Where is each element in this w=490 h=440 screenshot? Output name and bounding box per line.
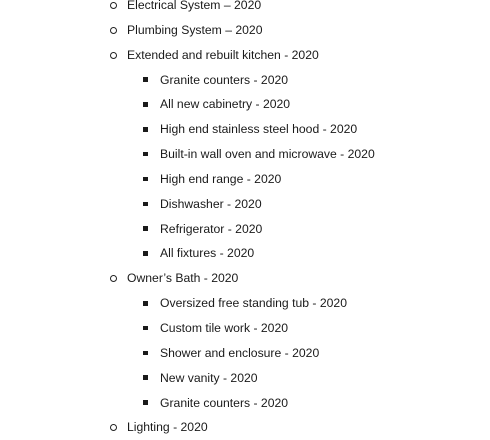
sub-list-item (0, 291, 490, 316)
square-bullet-icon (143, 202, 148, 207)
list-item-text: Shower and enclosure - 2020 (160, 345, 320, 360)
square-bullet-icon (143, 127, 148, 132)
list-item-text: Oversized free standing tub - 2020 (160, 296, 347, 311)
square-bullet-icon (143, 301, 148, 306)
list-item-text: All fixtures - 2020 (160, 246, 255, 261)
hollow-circle-bullet-icon (110, 27, 117, 34)
sub-list-item (0, 92, 490, 117)
list-item-text: Built-in wall oven and microwave - 2020 (160, 147, 375, 162)
list-item-text: Granite counters - 2020 (160, 72, 289, 87)
square-bullet-icon (143, 251, 148, 256)
list-item-text: High end stainless steel hood - 2020 (160, 122, 358, 137)
square-bullet-icon (143, 152, 148, 157)
sub-list-item (0, 167, 490, 192)
hollow-circle-bullet-icon (110, 275, 117, 282)
hollow-circle-bullet-icon (110, 424, 117, 431)
square-bullet-icon (143, 177, 148, 182)
sub-list-item (0, 341, 490, 366)
list-item (0, 266, 490, 291)
sub-list-item (0, 316, 490, 341)
sub-list-item (0, 241, 490, 266)
list-item-text: Custom tile work - 2020 (160, 320, 289, 335)
list-item-text: Extended and rebuilt kitchen - 2020 (127, 47, 319, 62)
list-item (0, 43, 490, 68)
list-item-text: High end range - 2020 (160, 171, 282, 186)
sub-list-item (0, 68, 490, 93)
square-bullet-icon (143, 326, 148, 331)
list-item-text: Refrigerator - 2020 (160, 221, 263, 236)
sub-list-item (0, 142, 490, 167)
square-bullet-icon (143, 375, 148, 380)
sub-list-item (0, 391, 490, 416)
list-item (0, 415, 490, 440)
sub-list-item (0, 192, 490, 217)
square-bullet-icon (143, 226, 148, 231)
square-bullet-icon (143, 102, 148, 107)
list-item (0, 0, 490, 18)
list-item-text: Plumbing System – 2020 (127, 22, 263, 37)
square-bullet-icon (143, 77, 148, 82)
list-item-text: All new cabinetry - 2020 (160, 97, 291, 112)
sub-list-item (0, 366, 490, 391)
list-item (0, 18, 490, 43)
hollow-circle-bullet-icon (110, 52, 117, 59)
list-item-text: Granite counters - 2020 (160, 395, 289, 410)
list-item-text: Owner’s Bath - 2020 (127, 271, 239, 286)
sub-list-item (0, 117, 490, 142)
hollow-circle-bullet-icon (110, 2, 117, 9)
list-item-text: Dishwasher - 2020 (160, 196, 262, 211)
list-item-text: Lighting - 2020 (127, 420, 208, 435)
square-bullet-icon (143, 400, 148, 405)
list-item-text: Electrical System – 2020 (127, 0, 262, 12)
sub-list-item (0, 217, 490, 242)
list-item-text: New vanity - 2020 (160, 370, 258, 385)
square-bullet-icon (143, 351, 148, 356)
